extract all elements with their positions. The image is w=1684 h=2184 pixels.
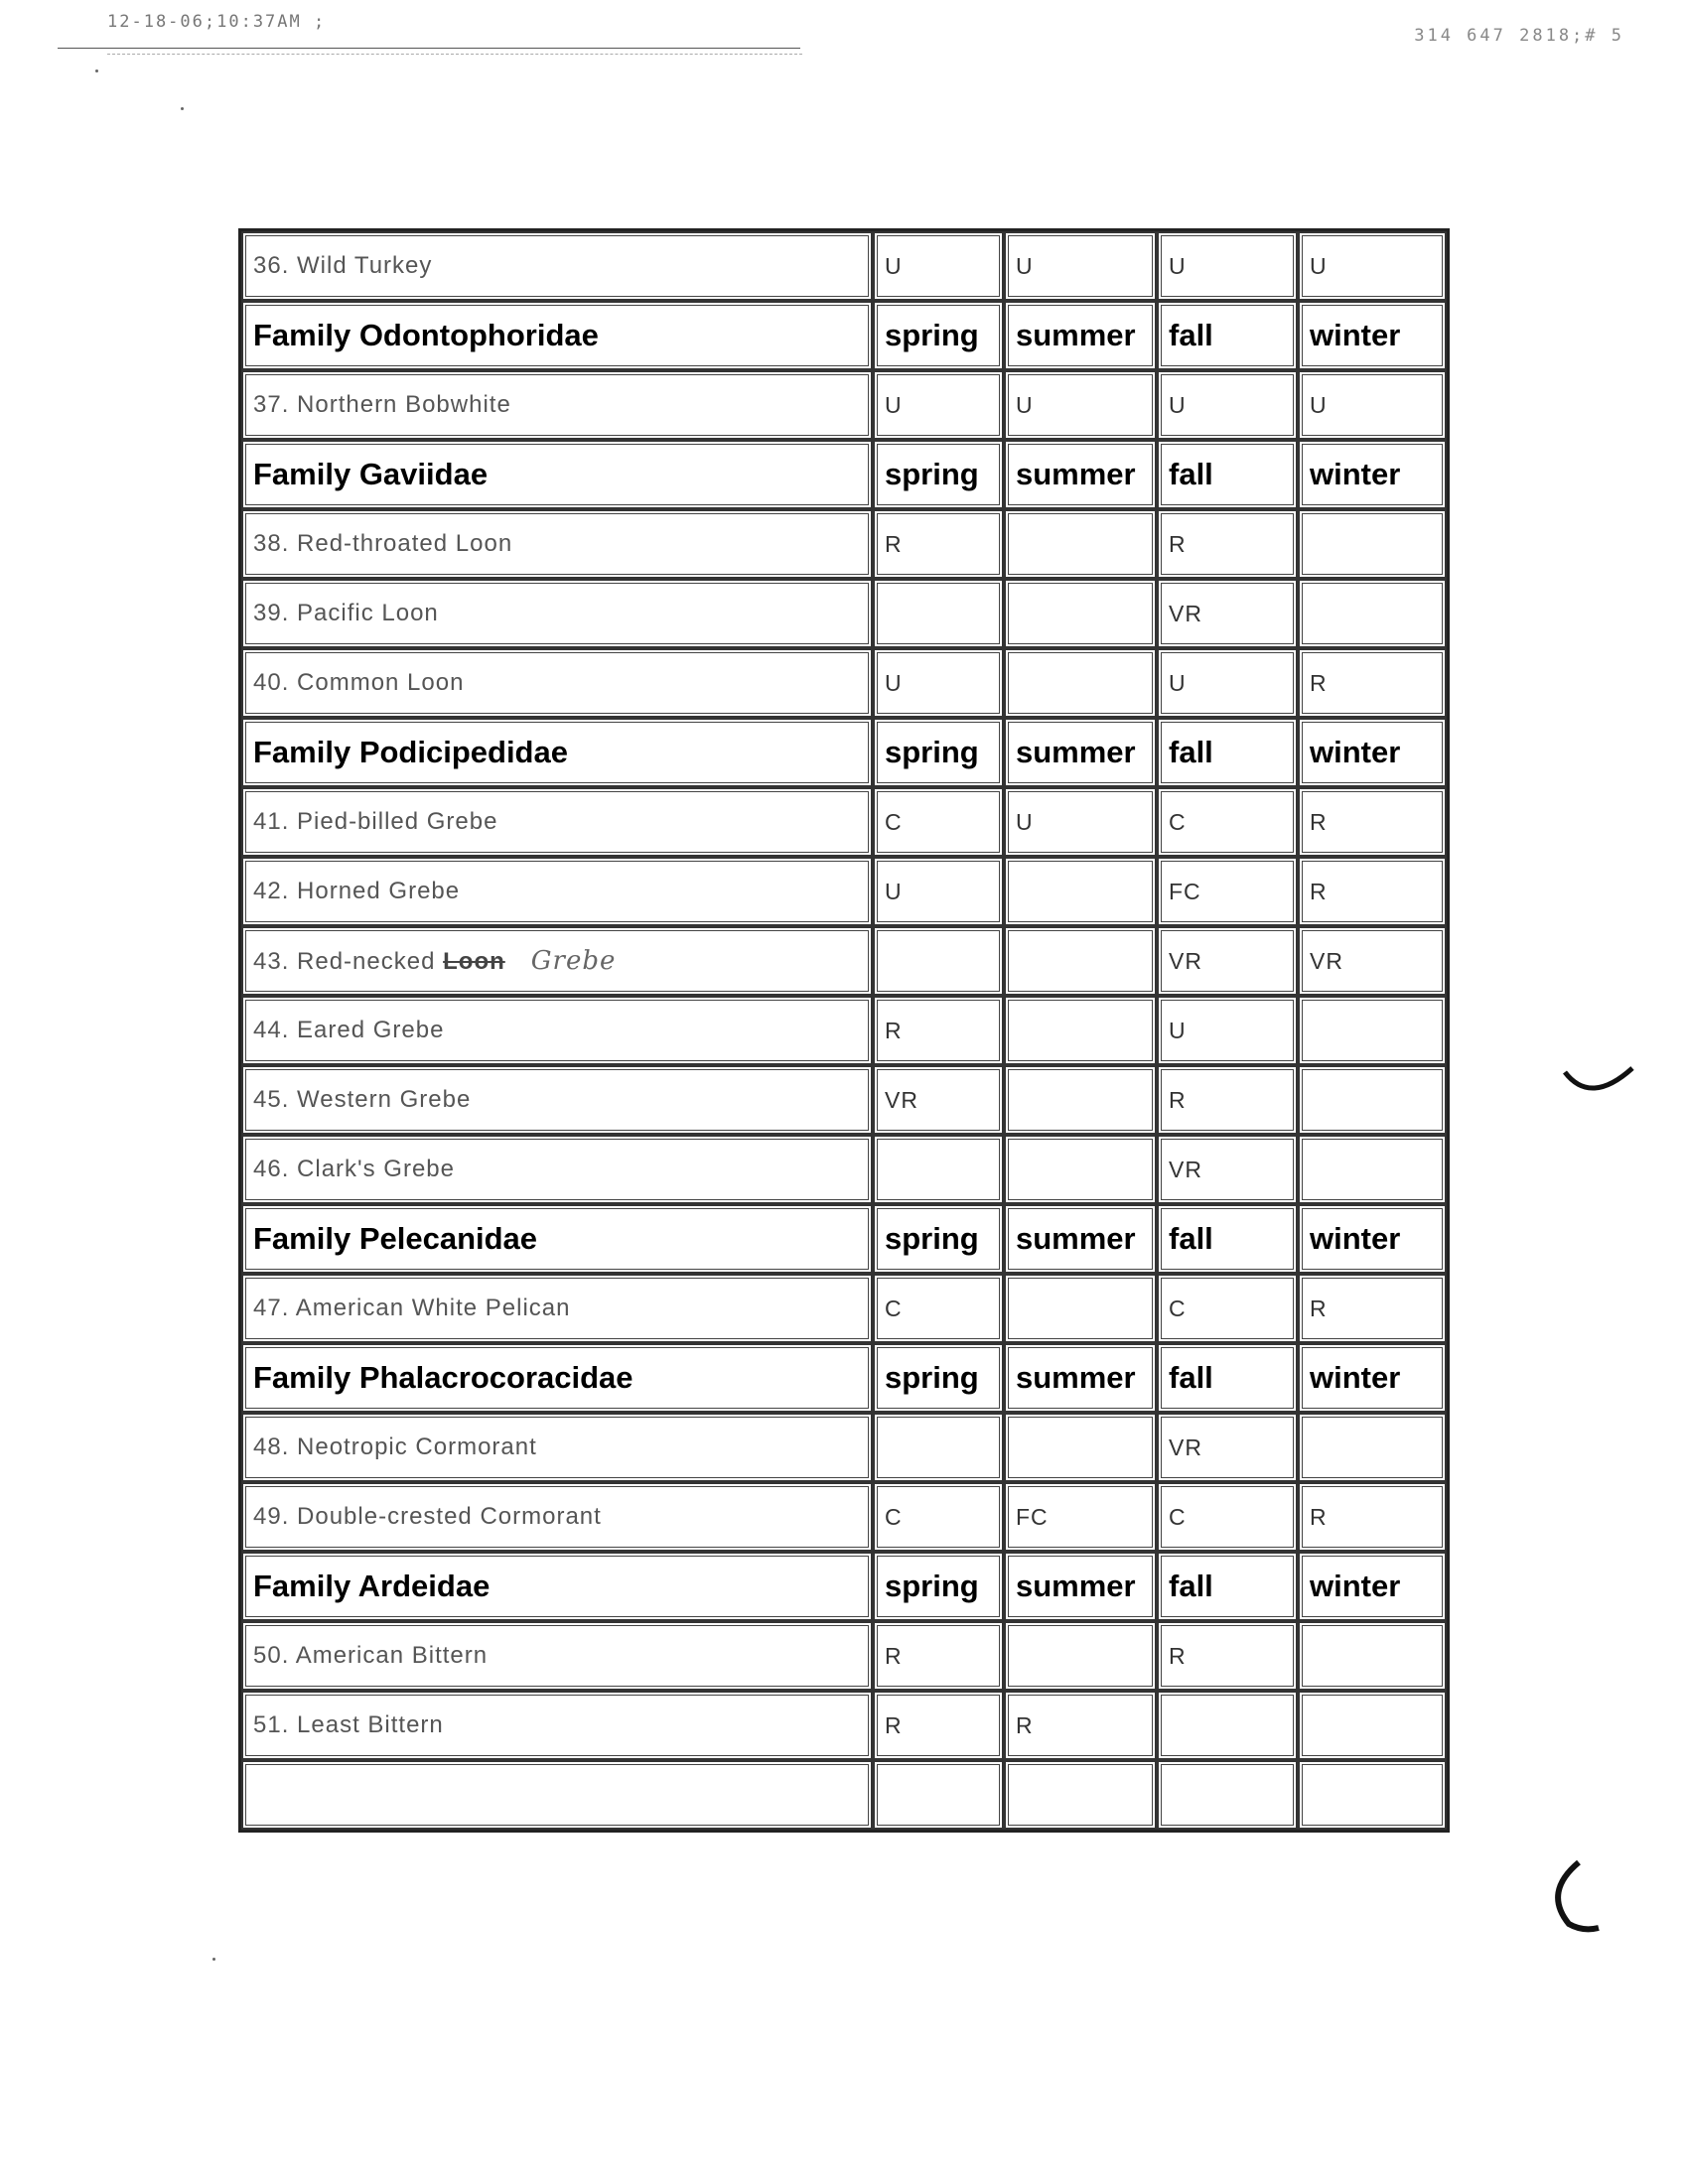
scan-speck — [181, 107, 184, 110]
family-header-row — [241, 301, 1447, 370]
abundance-fall: U — [1157, 648, 1298, 718]
season-header-spring: spring — [873, 718, 1004, 787]
season-header-spring: spring — [873, 301, 1004, 370]
abundance-summer — [1004, 1413, 1157, 1482]
abundance-summer: U — [1004, 231, 1157, 301]
scan-speck — [212, 1958, 215, 1961]
abundance-fall: R — [1157, 1065, 1298, 1135]
abundance-spring: R — [873, 1621, 1004, 1691]
species-row — [241, 1274, 1447, 1343]
season-header-winter: winter — [1298, 301, 1447, 370]
abundance-fall: U — [1157, 370, 1298, 440]
season-header-summer: summer — [1004, 1552, 1157, 1621]
species-name-cell: 48. Neotropic Cormorant — [241, 1413, 873, 1482]
species-row — [241, 509, 1447, 579]
scan-mark-crescent — [1539, 1856, 1609, 1936]
abundance-fall: VR — [1157, 1135, 1298, 1204]
abundance-spring: C — [873, 1482, 1004, 1552]
abundance-winter: VR — [1298, 926, 1447, 996]
species-row — [241, 648, 1447, 718]
abundance-winter — [1298, 1413, 1447, 1482]
abundance-spring: C — [873, 787, 1004, 857]
family-name-cell: Family Ardeidae — [241, 1552, 873, 1621]
season-header-fall: fall — [1157, 440, 1298, 509]
abundance-fall: C — [1157, 787, 1298, 857]
abundance-winter: U — [1298, 231, 1447, 301]
abundance-spring: R — [873, 1691, 1004, 1760]
species-name: 43. Red-necked — [253, 948, 436, 975]
season-header-spring: spring — [873, 440, 1004, 509]
abundance-fall: R — [1157, 1621, 1298, 1691]
species-name-cell: 45. Western Grebe — [241, 1065, 873, 1135]
abundance-winter — [1298, 579, 1447, 648]
abundance-winter — [1298, 1691, 1447, 1760]
abundance-fall: VR — [1157, 1413, 1298, 1482]
species-name-cell: 41. Pied-billed Grebe — [241, 787, 873, 857]
species-name-cell — [241, 926, 873, 996]
abundance-winter — [1298, 1621, 1447, 1691]
season-header-summer: summer — [1004, 718, 1157, 787]
abundance-spring — [873, 579, 1004, 648]
species-row — [241, 1621, 1447, 1691]
abundance-fall: C — [1157, 1482, 1298, 1552]
family-header-row — [241, 1552, 1447, 1621]
season-header-spring: spring — [873, 1552, 1004, 1621]
abundance-winter: R — [1298, 857, 1447, 926]
abundance-summer — [1004, 996, 1157, 1065]
struck-word: Loon — [443, 948, 505, 975]
abundance-summer: U — [1004, 370, 1157, 440]
season-header-winter: winter — [1298, 1343, 1447, 1413]
species-name-cell: 36. Wild Turkey — [241, 231, 873, 301]
abundance-winter: R — [1298, 787, 1447, 857]
handwritten-correction: Grebe — [530, 946, 617, 976]
scan-mark-arc — [1561, 1062, 1640, 1112]
species-name-cell: 42. Horned Grebe — [241, 857, 873, 926]
fax-rule-secondary — [107, 54, 802, 55]
abundance-summer: R — [1004, 1691, 1157, 1760]
abundance-fall — [1157, 1760, 1298, 1830]
species-name-cell — [241, 1760, 873, 1830]
abundance-spring: U — [873, 370, 1004, 440]
species-name-cell: 37. Northern Bobwhite — [241, 370, 873, 440]
abundance-spring: U — [873, 857, 1004, 926]
season-header-winter: winter — [1298, 718, 1447, 787]
table-body — [241, 231, 1447, 1830]
species-name-cell: 46. Clark's Grebe — [241, 1135, 873, 1204]
species-name-cell: 49. Double-crested Cormorant — [241, 1482, 873, 1552]
abundance-winter — [1298, 1135, 1447, 1204]
abundance-summer — [1004, 1135, 1157, 1204]
abundance-fall — [1157, 1691, 1298, 1760]
species-row — [241, 787, 1447, 857]
family-name-cell: Family Gaviidae — [241, 440, 873, 509]
abundance-spring: R — [873, 509, 1004, 579]
abundance-summer — [1004, 509, 1157, 579]
season-header-spring: spring — [873, 1204, 1004, 1274]
fax-number-page: 314 647 2818;# 5 — [1414, 26, 1624, 46]
abundance-summer: U — [1004, 787, 1157, 857]
family-name-cell: Family Podicipedidae — [241, 718, 873, 787]
abundance-spring — [873, 1135, 1004, 1204]
species-row — [241, 996, 1447, 1065]
species-name-cell: 38. Red-throated Loon — [241, 509, 873, 579]
season-header-fall: fall — [1157, 1552, 1298, 1621]
species-row — [241, 231, 1447, 301]
family-header-row — [241, 718, 1447, 787]
abundance-summer: FC — [1004, 1482, 1157, 1552]
species-row — [241, 1065, 1447, 1135]
season-header-fall: fall — [1157, 1204, 1298, 1274]
abundance-spring — [873, 926, 1004, 996]
species-name-cell: 51. Least Bittern — [241, 1691, 873, 1760]
species-row — [241, 579, 1447, 648]
abundance-winter — [1298, 1760, 1447, 1830]
season-header-winter: winter — [1298, 1204, 1447, 1274]
abundance-summer — [1004, 648, 1157, 718]
season-header-fall: fall — [1157, 301, 1298, 370]
abundance-winter: R — [1298, 1274, 1447, 1343]
abundance-summer — [1004, 579, 1157, 648]
abundance-fall: VR — [1157, 926, 1298, 996]
abundance-fall: U — [1157, 231, 1298, 301]
species-name-cell: 39. Pacific Loon — [241, 579, 873, 648]
abundance-summer — [1004, 1621, 1157, 1691]
season-header-summer: summer — [1004, 440, 1157, 509]
abundance-summer — [1004, 857, 1157, 926]
abundance-summer — [1004, 1065, 1157, 1135]
abundance-spring: VR — [873, 1065, 1004, 1135]
abundance-fall: R — [1157, 509, 1298, 579]
species-row — [241, 1413, 1447, 1482]
species-row — [241, 926, 1447, 996]
abundance-spring: U — [873, 648, 1004, 718]
season-header-winter: winter — [1298, 1552, 1447, 1621]
fax-timestamp: 12-18-06;10:37AM ; — [107, 12, 327, 32]
season-header-summer: summer — [1004, 301, 1157, 370]
species-row — [241, 1482, 1447, 1552]
scan-speck — [95, 69, 98, 72]
abundance-fall: C — [1157, 1274, 1298, 1343]
fax-header — [0, 10, 1684, 69]
season-header-fall: fall — [1157, 1343, 1298, 1413]
species-row — [241, 1691, 1447, 1760]
family-header-row — [241, 1343, 1447, 1413]
family-header-row — [241, 1204, 1447, 1274]
abundance-winter: U — [1298, 370, 1447, 440]
family-header-row — [241, 440, 1447, 509]
species-row — [241, 370, 1447, 440]
family-name-cell: Family Odontophoridae — [241, 301, 873, 370]
fax-rule — [58, 48, 800, 49]
family-name-cell: Family Phalacrocoracidae — [241, 1343, 873, 1413]
species-name-cell: 50. American Bittern — [241, 1621, 873, 1691]
bird-checklist-table — [238, 228, 1450, 1833]
abundance-spring: U — [873, 231, 1004, 301]
season-header-spring: spring — [873, 1343, 1004, 1413]
species-name-cell: 47. American White Pelican — [241, 1274, 873, 1343]
season-header-summer: summer — [1004, 1204, 1157, 1274]
season-header-fall: fall — [1157, 718, 1298, 787]
abundance-spring: R — [873, 996, 1004, 1065]
species-name-cell: 40. Common Loon — [241, 648, 873, 718]
abundance-spring: C — [873, 1274, 1004, 1343]
species-row — [241, 857, 1447, 926]
abundance-fall: VR — [1157, 579, 1298, 648]
abundance-spring — [873, 1760, 1004, 1830]
abundance-winter — [1298, 509, 1447, 579]
abundance-summer — [1004, 1760, 1157, 1830]
abundance-winter: R — [1298, 1482, 1447, 1552]
abundance-winter: R — [1298, 648, 1447, 718]
abundance-winter — [1298, 996, 1447, 1065]
abundance-fall: FC — [1157, 857, 1298, 926]
season-header-summer: summer — [1004, 1343, 1157, 1413]
family-name-cell: Family Pelecanidae — [241, 1204, 873, 1274]
abundance-summer — [1004, 926, 1157, 996]
season-header-winter: winter — [1298, 440, 1447, 509]
abundance-spring — [873, 1413, 1004, 1482]
abundance-summer — [1004, 1274, 1157, 1343]
species-name-cell: 44. Eared Grebe — [241, 996, 873, 1065]
abundance-fall: U — [1157, 996, 1298, 1065]
blank-row — [241, 1760, 1447, 1830]
species-row — [241, 1135, 1447, 1204]
abundance-winter — [1298, 1065, 1447, 1135]
